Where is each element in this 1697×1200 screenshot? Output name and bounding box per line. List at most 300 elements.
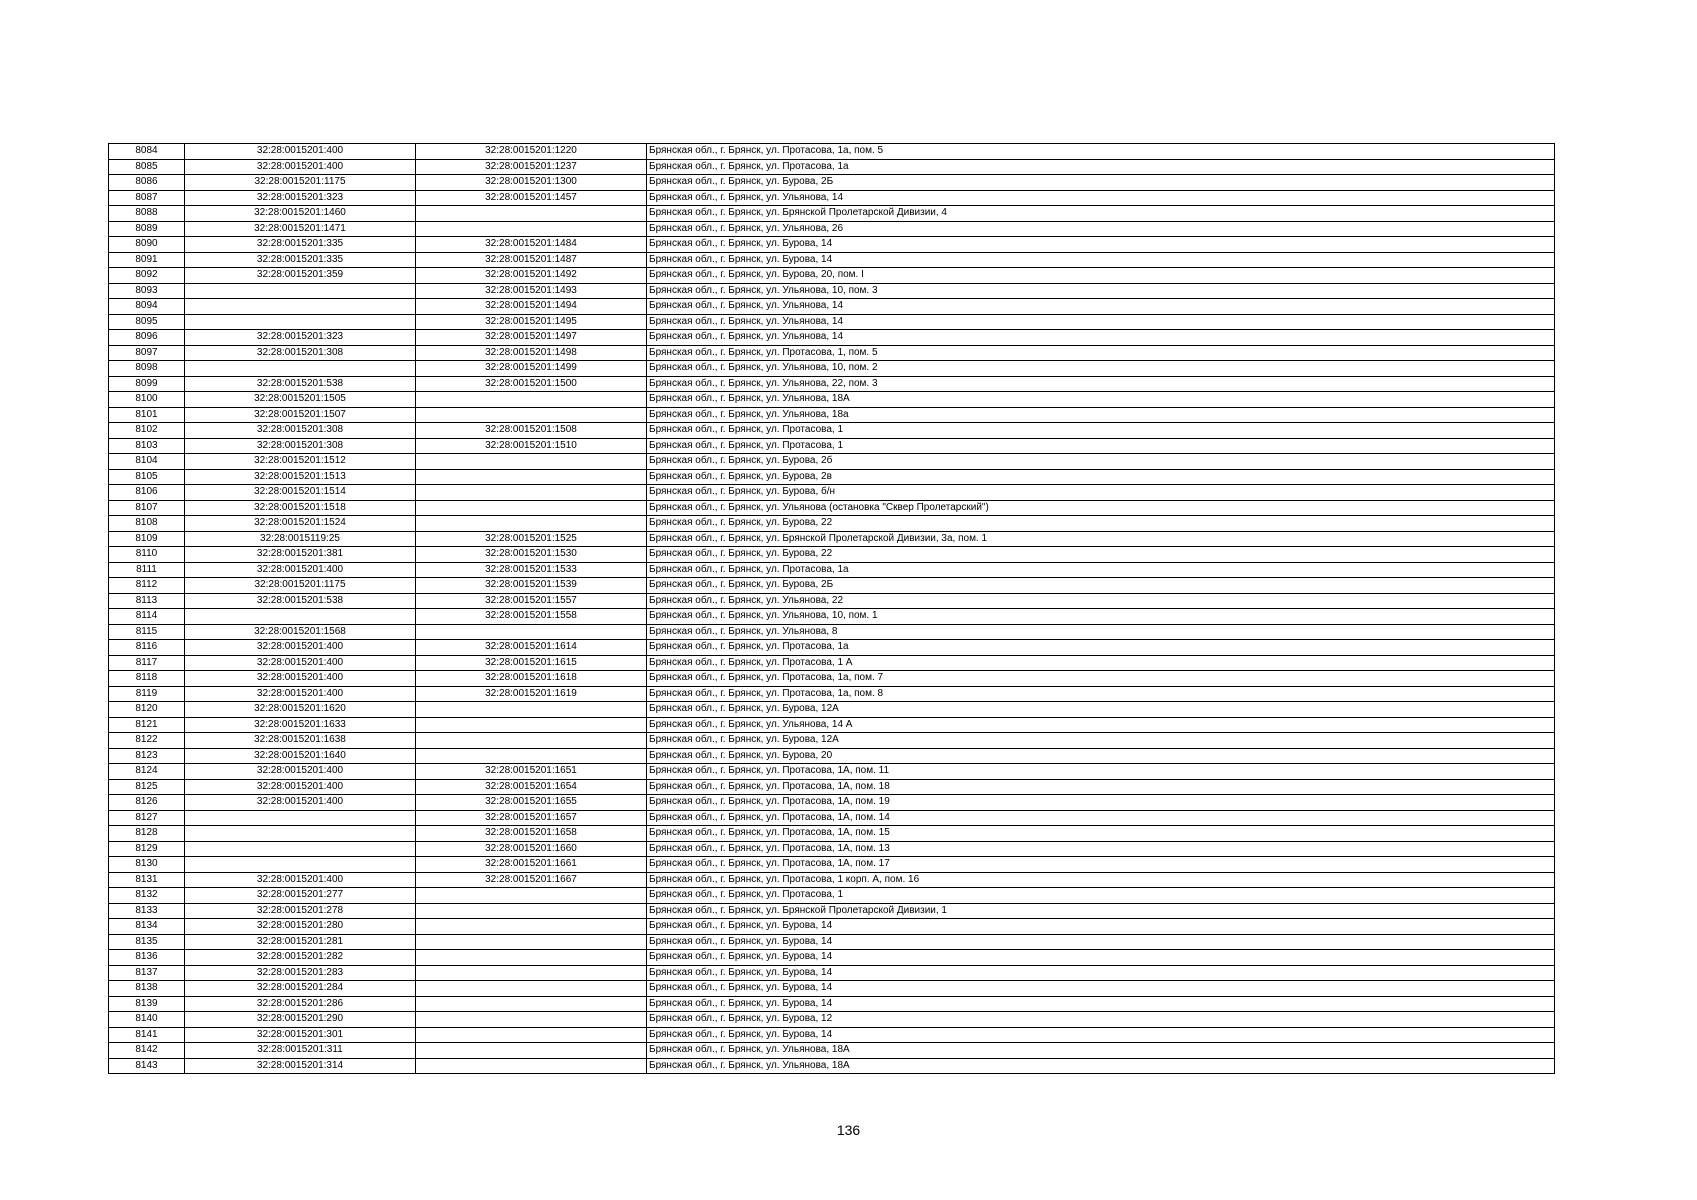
row-number: 8139 xyxy=(109,996,185,1012)
row-number: 8128 xyxy=(109,826,185,842)
parent-cadastral-number: 32:28:0015201:1518 xyxy=(185,500,416,516)
address: Брянская обл., г. Брянск, ул. Бурова, 2в xyxy=(647,469,1555,485)
row-number: 8130 xyxy=(109,857,185,873)
parent-cadastral-number: 32:28:0015201:314 xyxy=(185,1058,416,1074)
table-row xyxy=(109,469,1555,485)
row-number: 8117 xyxy=(109,655,185,671)
address: Брянская обл., г. Брянск, ул. Бурова, 20, пом. I xyxy=(647,268,1555,284)
row-number: 8084 xyxy=(109,144,185,160)
address: Брянская обл., г. Брянск, ул. Бурова, 12 xyxy=(647,1012,1555,1028)
parent-cadastral-number: 32:28:0015201:400 xyxy=(185,671,416,687)
address: Брянская обл., г. Брянск, ул. Бурова, 22 xyxy=(647,547,1555,563)
cadastral-number: 32:28:0015201:1484 xyxy=(416,237,647,253)
address: Брянская обл., г. Брянск, ул. Протасова, 1А, пом. 15 xyxy=(647,826,1555,842)
row-number: 8129 xyxy=(109,841,185,857)
table-row xyxy=(109,717,1555,733)
row-number: 8132 xyxy=(109,888,185,904)
cadastral-number xyxy=(416,950,647,966)
row-number: 8119 xyxy=(109,686,185,702)
parent-cadastral-number: 32:28:0015201:1175 xyxy=(185,578,416,594)
cadastral-number xyxy=(416,1012,647,1028)
address: Брянская обл., г. Брянск, ул. Бурова, 2б xyxy=(647,454,1555,470)
cadastral-number xyxy=(416,965,647,981)
row-number: 8113 xyxy=(109,593,185,609)
cadastral-number: 32:28:0015201:1494 xyxy=(416,299,647,315)
table-row xyxy=(109,159,1555,175)
parent-cadastral-number: 32:28:0015201:400 xyxy=(185,159,416,175)
table-row xyxy=(109,810,1555,826)
table-row xyxy=(109,485,1555,501)
cadastral-number: 32:28:0015201:1619 xyxy=(416,686,647,702)
parent-cadastral-number: 32:28:0015201:301 xyxy=(185,1027,416,1043)
address: Брянская обл., г. Брянск, ул. Протасова, 1А, пом. 17 xyxy=(647,857,1555,873)
table-row xyxy=(109,779,1555,795)
table-row xyxy=(109,345,1555,361)
parent-cadastral-number: 32:28:0015201:311 xyxy=(185,1043,416,1059)
address: Брянская обл., г. Брянск, ул. Бурова, 2Б xyxy=(647,175,1555,191)
table-row xyxy=(109,190,1555,206)
address: Брянская обл., г. Брянск, ул. Протасова, 1 xyxy=(647,423,1555,439)
parent-cadastral-number: 32:28:0015201:538 xyxy=(185,593,416,609)
parent-cadastral-number: 32:28:0015201:400 xyxy=(185,562,416,578)
parent-cadastral-number: 32:28:0015201:359 xyxy=(185,268,416,284)
row-number: 8099 xyxy=(109,376,185,392)
address: Брянская обл., г. Брянск, ул. Бурова, 12А xyxy=(647,733,1555,749)
row-number: 8100 xyxy=(109,392,185,408)
address: Брянская обл., г. Брянск, ул. Ульянова, 14 xyxy=(647,314,1555,330)
table-row xyxy=(109,547,1555,563)
table-row xyxy=(109,640,1555,656)
address: Брянская обл., г. Брянск, ул. Бурова, 12А xyxy=(647,702,1555,718)
parent-cadastral-number xyxy=(185,810,416,826)
address: Брянская обл., г. Брянск, ул. Ульянова, 14 xyxy=(647,299,1555,315)
parent-cadastral-number: 32:28:0015201:308 xyxy=(185,345,416,361)
address: Брянская обл., г. Брянск, ул. Ульянова, 18А xyxy=(647,1058,1555,1074)
address: Брянская обл., г. Брянск, ул. Брянской Пролетарской Дивизии, 1 xyxy=(647,903,1555,919)
table-row xyxy=(109,438,1555,454)
address: Брянская обл., г. Брянск, ул. Бурова, 14 xyxy=(647,237,1555,253)
address: Брянская обл., г. Брянск, ул. Ульянова, 10, пом. 3 xyxy=(647,283,1555,299)
cadastral-number: 32:28:0015201:1237 xyxy=(416,159,647,175)
parent-cadastral-number: 32:28:0015201:400 xyxy=(185,872,416,888)
parent-cadastral-number: 32:28:0015201:1633 xyxy=(185,717,416,733)
parent-cadastral-number: 32:28:0015201:1638 xyxy=(185,733,416,749)
address: Брянская обл., г. Брянск, ул. Ульянова, 10, пом. 1 xyxy=(647,609,1555,625)
cadastral-number: 32:28:0015201:1658 xyxy=(416,826,647,842)
parent-cadastral-number: 32:28:0015201:335 xyxy=(185,252,416,268)
address: Брянская обл., г. Брянск, ул. Бурова, 14 xyxy=(647,934,1555,950)
parent-cadastral-number: 32:28:0015119:25 xyxy=(185,531,416,547)
address: Брянская обл., г. Брянск, ул. Протасова, 1 xyxy=(647,438,1555,454)
cadastral-number: 32:28:0015201:1618 xyxy=(416,671,647,687)
address: Брянская обл., г. Брянск, ул. Ульянова, 18А xyxy=(647,1043,1555,1059)
address: Брянская обл., г. Брянск, ул. Ульянова, 22, пом. 3 xyxy=(647,376,1555,392)
table-row xyxy=(109,237,1555,253)
table-row xyxy=(109,996,1555,1012)
cadastral-number: 32:28:0015201:1661 xyxy=(416,857,647,873)
parent-cadastral-number: 32:28:0015201:1620 xyxy=(185,702,416,718)
table-row xyxy=(109,361,1555,377)
parent-cadastral-number: 32:28:0015201:1512 xyxy=(185,454,416,470)
table-row xyxy=(109,268,1555,284)
cadastral-number xyxy=(416,702,647,718)
row-number: 8090 xyxy=(109,237,185,253)
table-row xyxy=(109,531,1555,547)
row-number: 8133 xyxy=(109,903,185,919)
address: Брянская обл., г. Брянск, ул. Брянской Пролетарской Дивизии, 3а, пом. 1 xyxy=(647,531,1555,547)
cadastral-number xyxy=(416,903,647,919)
row-number: 8120 xyxy=(109,702,185,718)
cadastral-number: 32:28:0015201:1667 xyxy=(416,872,647,888)
row-number: 8091 xyxy=(109,252,185,268)
table-row xyxy=(109,221,1555,237)
address: Брянская обл., г. Брянск, ул. Бурова, 14 xyxy=(647,252,1555,268)
row-number: 8138 xyxy=(109,981,185,997)
address: Брянская обл., г. Брянск, ул. Протасова, 1 А xyxy=(647,655,1555,671)
table-row xyxy=(109,407,1555,423)
registry-table xyxy=(108,143,1555,1074)
row-number: 8118 xyxy=(109,671,185,687)
address: Брянская обл., г. Брянск, ул. Протасова, 1а xyxy=(647,640,1555,656)
cadastral-number: 32:28:0015201:1493 xyxy=(416,283,647,299)
cadastral-number: 32:28:0015201:1487 xyxy=(416,252,647,268)
parent-cadastral-number: 32:28:0015201:1175 xyxy=(185,175,416,191)
address: Брянская обл., г. Брянск, ул. Бурова, 20 xyxy=(647,748,1555,764)
parent-cadastral-number xyxy=(185,314,416,330)
cadastral-number: 32:28:0015201:1557 xyxy=(416,593,647,609)
cadastral-number: 32:28:0015201:1614 xyxy=(416,640,647,656)
cadastral-number: 32:28:0015201:1500 xyxy=(416,376,647,392)
address: Брянская обл., г. Брянск, ул. Протасова, 1А, пом. 19 xyxy=(647,795,1555,811)
row-number: 8089 xyxy=(109,221,185,237)
table-row xyxy=(109,764,1555,780)
row-number: 8096 xyxy=(109,330,185,346)
table-row xyxy=(109,500,1555,516)
cadastral-number xyxy=(416,919,647,935)
table-row xyxy=(109,314,1555,330)
parent-cadastral-number: 32:28:0015201:278 xyxy=(185,903,416,919)
table-row xyxy=(109,1043,1555,1059)
address: Брянская обл., г. Брянск, ул. Протасова, 1А, пом. 18 xyxy=(647,779,1555,795)
row-number: 8101 xyxy=(109,407,185,423)
row-number: 8094 xyxy=(109,299,185,315)
page-number: 136 xyxy=(836,1122,861,1138)
address: Брянская обл., г. Брянск, ул. Бурова, 2Б xyxy=(647,578,1555,594)
table-row xyxy=(109,655,1555,671)
row-number: 8124 xyxy=(109,764,185,780)
parent-cadastral-number: 32:28:0015201:280 xyxy=(185,919,416,935)
cadastral-number: 32:28:0015201:1457 xyxy=(416,190,647,206)
row-number: 8095 xyxy=(109,314,185,330)
row-number: 8122 xyxy=(109,733,185,749)
row-number: 8110 xyxy=(109,547,185,563)
parent-cadastral-number: 32:28:0015201:400 xyxy=(185,686,416,702)
cadastral-number: 32:28:0015201:1655 xyxy=(416,795,647,811)
table-row xyxy=(109,826,1555,842)
table-row xyxy=(109,686,1555,702)
address: Брянская обл., г. Брянск, ул. Протасова, 1, пом. 5 xyxy=(647,345,1555,361)
address: Брянская обл., г. Брянск, ул. Протасова, 1А, пом. 14 xyxy=(647,810,1555,826)
parent-cadastral-number: 32:28:0015201:1505 xyxy=(185,392,416,408)
parent-cadastral-number: 32:28:0015201:283 xyxy=(185,965,416,981)
parent-cadastral-number: 32:28:0015201:282 xyxy=(185,950,416,966)
parent-cadastral-number: 32:28:0015201:400 xyxy=(185,779,416,795)
row-number: 8137 xyxy=(109,965,185,981)
table-row xyxy=(109,1027,1555,1043)
table-row xyxy=(109,454,1555,470)
parent-cadastral-number: 32:28:0015201:400 xyxy=(185,764,416,780)
row-number: 8108 xyxy=(109,516,185,532)
table-row xyxy=(109,888,1555,904)
table-row xyxy=(109,795,1555,811)
cadastral-number xyxy=(416,981,647,997)
parent-cadastral-number xyxy=(185,283,416,299)
table-row xyxy=(109,1058,1555,1074)
row-number: 8143 xyxy=(109,1058,185,1074)
parent-cadastral-number xyxy=(185,841,416,857)
address: Брянская обл., г. Брянск, ул. Протасова, 1 корп. А, пом. 16 xyxy=(647,872,1555,888)
table-row xyxy=(109,919,1555,935)
table-row xyxy=(109,376,1555,392)
parent-cadastral-number xyxy=(185,609,416,625)
address: Брянская обл., г. Брянск, ул. Брянской Пролетарской Дивизии, 4 xyxy=(647,206,1555,222)
cadastral-number: 32:28:0015201:1615 xyxy=(416,655,647,671)
parent-cadastral-number: 32:28:0015201:1460 xyxy=(185,206,416,222)
address: Брянская обл., г. Брянск, ул. Ульянова, 8 xyxy=(647,624,1555,640)
parent-cadastral-number: 32:28:0015201:400 xyxy=(185,655,416,671)
parent-cadastral-number: 32:28:0015201:1471 xyxy=(185,221,416,237)
address: Брянская обл., г. Брянск, ул. Ульянова, 22 xyxy=(647,593,1555,609)
row-number: 8140 xyxy=(109,1012,185,1028)
cadastral-number xyxy=(416,624,647,640)
table-row xyxy=(109,1012,1555,1028)
cadastral-number xyxy=(416,733,647,749)
cadastral-number xyxy=(416,934,647,950)
row-number: 8087 xyxy=(109,190,185,206)
cadastral-number: 32:28:0015201:1657 xyxy=(416,810,647,826)
parent-cadastral-number: 32:28:0015201:400 xyxy=(185,144,416,160)
table-row xyxy=(109,330,1555,346)
table-row xyxy=(109,950,1555,966)
address: Брянская обл., г. Брянск, ул. Ульянова, 14 xyxy=(647,330,1555,346)
cadastral-number: 32:28:0015201:1510 xyxy=(416,438,647,454)
cadastral-number: 32:28:0015201:1558 xyxy=(416,609,647,625)
cadastral-number xyxy=(416,221,647,237)
table-row xyxy=(109,624,1555,640)
row-number: 8123 xyxy=(109,748,185,764)
table-row xyxy=(109,733,1555,749)
row-number: 8131 xyxy=(109,872,185,888)
row-number: 8104 xyxy=(109,454,185,470)
cadastral-number: 32:28:0015201:1300 xyxy=(416,175,647,191)
row-number: 8088 xyxy=(109,206,185,222)
parent-cadastral-number: 32:28:0015201:284 xyxy=(185,981,416,997)
cadastral-number: 32:28:0015201:1654 xyxy=(416,779,647,795)
address: Брянская обл., г. Брянск, ул. Протасова, 1а, пом. 5 xyxy=(647,144,1555,160)
parent-cadastral-number: 32:28:0015201:277 xyxy=(185,888,416,904)
parent-cadastral-number: 32:28:0015201:1524 xyxy=(185,516,416,532)
row-number: 8098 xyxy=(109,361,185,377)
address: Брянская обл., г. Брянск, ул. Протасова, 1А, пом. 11 xyxy=(647,764,1555,780)
address: Брянская обл., г. Брянск, ул. Протасова, 1 xyxy=(647,888,1555,904)
parent-cadastral-number: 32:28:0015201:323 xyxy=(185,190,416,206)
cadastral-number: 32:28:0015201:1660 xyxy=(416,841,647,857)
cadastral-number: 32:28:0015201:1651 xyxy=(416,764,647,780)
table-row xyxy=(109,671,1555,687)
table-row xyxy=(109,702,1555,718)
parent-cadastral-number: 32:28:0015201:335 xyxy=(185,237,416,253)
table-row xyxy=(109,175,1555,191)
cadastral-number xyxy=(416,454,647,470)
row-number: 8121 xyxy=(109,717,185,733)
cadastral-number: 32:28:0015201:1539 xyxy=(416,578,647,594)
row-number: 8085 xyxy=(109,159,185,175)
table-row xyxy=(109,609,1555,625)
address: Брянская обл., г. Брянск, ул. Протасова, 1а xyxy=(647,159,1555,175)
table-row xyxy=(109,841,1555,857)
cadastral-number: 32:28:0015201:1492 xyxy=(416,268,647,284)
address: Брянская обл., г. Брянск, ул. Ульянова, 26 xyxy=(647,221,1555,237)
address: Брянская обл., г. Брянск, ул. Бурова, 14 xyxy=(647,996,1555,1012)
address: Брянская обл., г. Брянск, ул. Протасова, 1а, пом. 8 xyxy=(647,686,1555,702)
cadastral-number: 32:28:0015201:1220 xyxy=(416,144,647,160)
parent-cadastral-number xyxy=(185,361,416,377)
cadastral-number: 32:28:0015201:1508 xyxy=(416,423,647,439)
row-number: 8086 xyxy=(109,175,185,191)
parent-cadastral-number: 32:28:0015201:538 xyxy=(185,376,416,392)
parent-cadastral-number: 32:28:0015201:1568 xyxy=(185,624,416,640)
row-number: 8136 xyxy=(109,950,185,966)
table-row xyxy=(109,252,1555,268)
parent-cadastral-number: 32:28:0015201:1513 xyxy=(185,469,416,485)
table-row xyxy=(109,423,1555,439)
table-row xyxy=(109,516,1555,532)
row-number: 8126 xyxy=(109,795,185,811)
row-number: 8102 xyxy=(109,423,185,439)
parent-cadastral-number: 32:28:0015201:400 xyxy=(185,640,416,656)
row-number: 8125 xyxy=(109,779,185,795)
address: Брянская обл., г. Брянск, ул. Ульянова, 14 А xyxy=(647,717,1555,733)
address: Брянская обл., г. Брянск, ул. Протасова, 1А, пом. 13 xyxy=(647,841,1555,857)
address: Брянская обл., г. Брянск, ул. Ульянова, 18а xyxy=(647,407,1555,423)
address: Брянская обл., г. Брянск, ул. Ульянова (остановка "Сквер Пролетарский") xyxy=(647,500,1555,516)
parent-cadastral-number: 32:28:0015201:1507 xyxy=(185,407,416,423)
parent-cadastral-number: 32:28:0015201:323 xyxy=(185,330,416,346)
table-row xyxy=(109,981,1555,997)
cadastral-number xyxy=(416,500,647,516)
table-row xyxy=(109,144,1555,160)
address: Брянская обл., г. Брянск, ул. Бурова, 14 xyxy=(647,981,1555,997)
cadastral-number xyxy=(416,888,647,904)
cadastral-number xyxy=(416,717,647,733)
cadastral-number xyxy=(416,996,647,1012)
row-number: 8106 xyxy=(109,485,185,501)
row-number: 8114 xyxy=(109,609,185,625)
cadastral-number: 32:28:0015201:1497 xyxy=(416,330,647,346)
row-number: 8097 xyxy=(109,345,185,361)
row-number: 8109 xyxy=(109,531,185,547)
table-row xyxy=(109,593,1555,609)
cadastral-number: 32:28:0015201:1495 xyxy=(416,314,647,330)
cadastral-number xyxy=(416,469,647,485)
table-row xyxy=(109,578,1555,594)
address: Брянская обл., г. Брянск, ул. Ульянова, 18А xyxy=(647,392,1555,408)
table-row xyxy=(109,206,1555,222)
table-row xyxy=(109,748,1555,764)
parent-cadastral-number: 32:28:0015201:308 xyxy=(185,423,416,439)
cadastral-number xyxy=(416,1058,647,1074)
parent-cadastral-number xyxy=(185,299,416,315)
address: Брянская обл., г. Брянск, ул. Бурова, б/н xyxy=(647,485,1555,501)
row-number: 8105 xyxy=(109,469,185,485)
address: Брянская обл., г. Брянск, ул. Бурова, 22 xyxy=(647,516,1555,532)
table-row xyxy=(109,283,1555,299)
table-row xyxy=(109,299,1555,315)
cadastral-number xyxy=(416,516,647,532)
address: Брянская обл., г. Брянск, ул. Бурова, 14 xyxy=(647,965,1555,981)
cadastral-number: 32:28:0015201:1498 xyxy=(416,345,647,361)
cadastral-number: 32:28:0015201:1525 xyxy=(416,531,647,547)
table-row xyxy=(109,965,1555,981)
cadastral-number xyxy=(416,407,647,423)
cadastral-number xyxy=(416,748,647,764)
row-number: 8116 xyxy=(109,640,185,656)
table-row xyxy=(109,903,1555,919)
parent-cadastral-number xyxy=(185,826,416,842)
row-number: 8093 xyxy=(109,283,185,299)
row-number: 8115 xyxy=(109,624,185,640)
parent-cadastral-number: 32:28:0015201:1514 xyxy=(185,485,416,501)
cadastral-number xyxy=(416,485,647,501)
cadastral-number: 32:28:0015201:1533 xyxy=(416,562,647,578)
address: Брянская обл., г. Брянск, ул. Ульянова, 14 xyxy=(647,190,1555,206)
parent-cadastral-number xyxy=(185,857,416,873)
table-row xyxy=(109,392,1555,408)
registry-table-body xyxy=(109,144,1555,1074)
address: Брянская обл., г. Брянск, ул. Ульянова, 10, пом. 2 xyxy=(647,361,1555,377)
row-number: 8142 xyxy=(109,1043,185,1059)
cadastral-number: 32:28:0015201:1499 xyxy=(416,361,647,377)
table-row xyxy=(109,872,1555,888)
parent-cadastral-number: 32:28:0015201:281 xyxy=(185,934,416,950)
parent-cadastral-number: 32:28:0015201:381 xyxy=(185,547,416,563)
row-number: 8092 xyxy=(109,268,185,284)
address: Брянская обл., г. Брянск, ул. Бурова, 14 xyxy=(647,919,1555,935)
row-number: 8111 xyxy=(109,562,185,578)
row-number: 8112 xyxy=(109,578,185,594)
parent-cadastral-number: 32:28:0015201:290 xyxy=(185,1012,416,1028)
parent-cadastral-number: 32:28:0015201:286 xyxy=(185,996,416,1012)
row-number: 8127 xyxy=(109,810,185,826)
row-number: 8141 xyxy=(109,1027,185,1043)
row-number: 8107 xyxy=(109,500,185,516)
cadastral-number xyxy=(416,392,647,408)
row-number: 8103 xyxy=(109,438,185,454)
parent-cadastral-number: 32:28:0015201:308 xyxy=(185,438,416,454)
parent-cadastral-number: 32:28:0015201:1640 xyxy=(185,748,416,764)
address: Брянская обл., г. Брянск, ул. Протасова, 1а, пом. 7 xyxy=(647,671,1555,687)
row-number: 8135 xyxy=(109,934,185,950)
address: Брянская обл., г. Брянск, ул. Протасова, 1а xyxy=(647,562,1555,578)
parent-cadastral-number: 32:28:0015201:400 xyxy=(185,795,416,811)
cadastral-number xyxy=(416,206,647,222)
address: Брянская обл., г. Брянск, ул. Бурова, 14 xyxy=(647,1027,1555,1043)
table-row xyxy=(109,934,1555,950)
address: Брянская обл., г. Брянск, ул. Бурова, 14 xyxy=(647,950,1555,966)
cadastral-number xyxy=(416,1043,647,1059)
cadastral-number: 32:28:0015201:1530 xyxy=(416,547,647,563)
cadastral-number xyxy=(416,1027,647,1043)
